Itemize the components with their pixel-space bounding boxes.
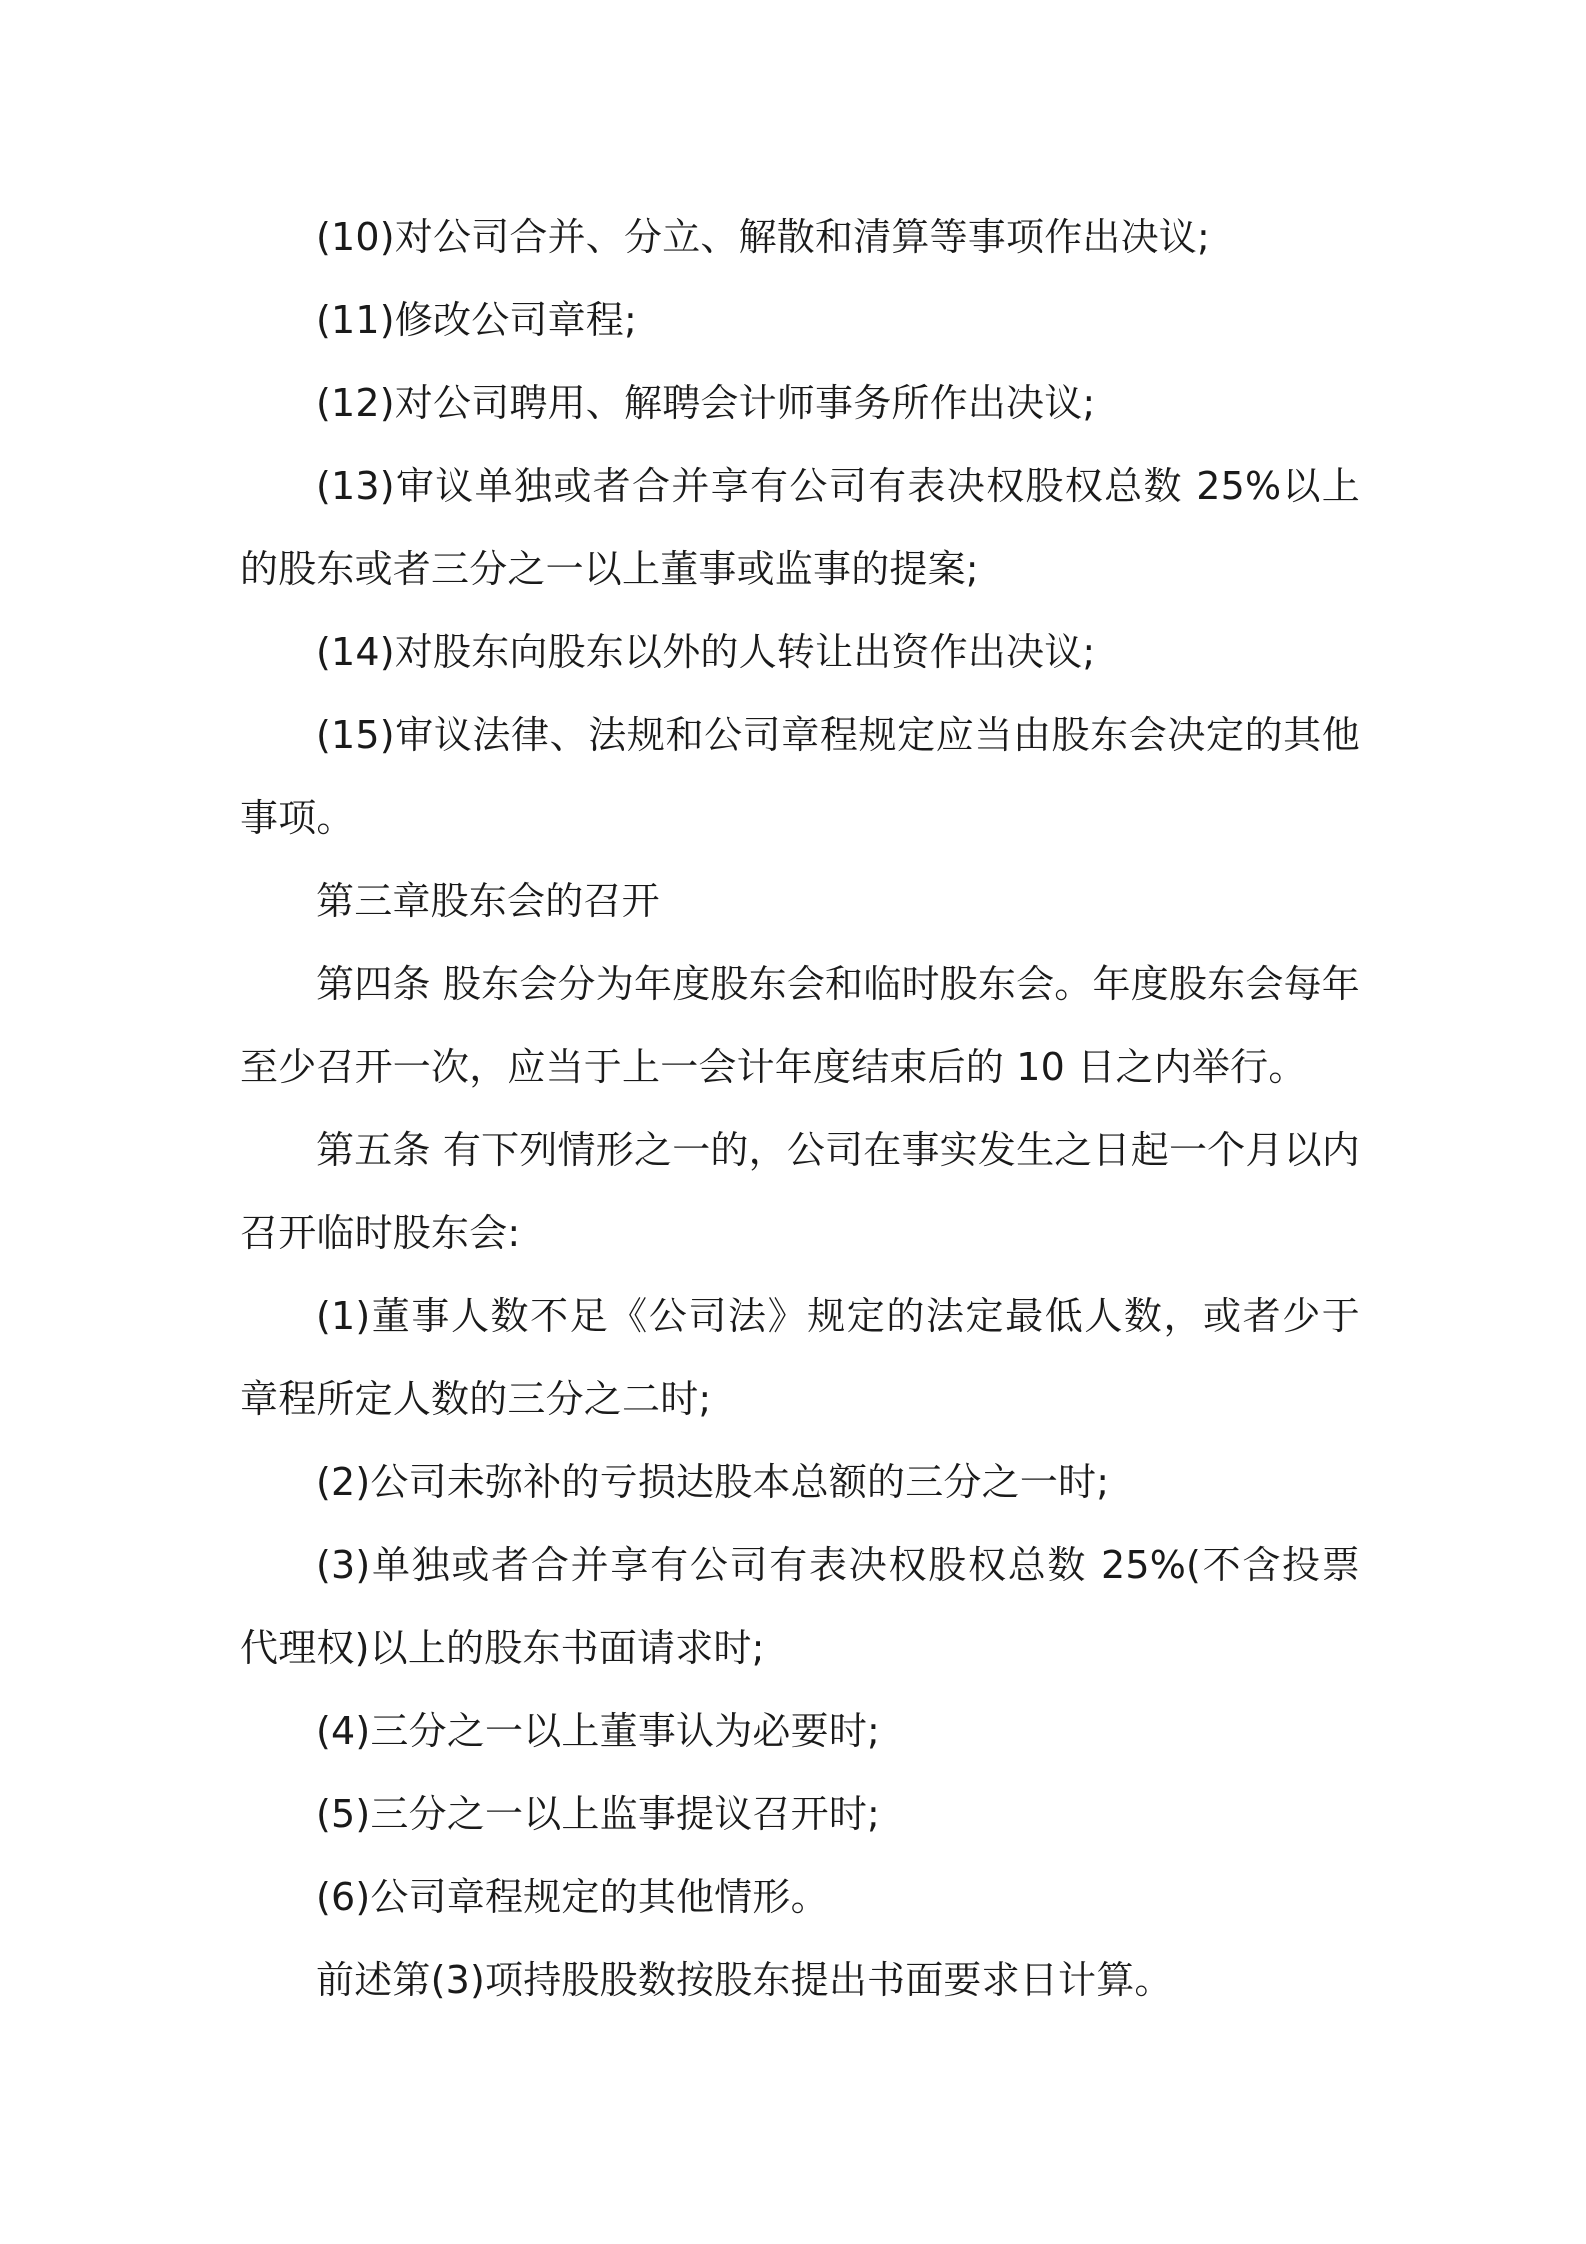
article-5-item-3: (3)单独或者合并享有公司有表决权股权总数 25%(不含投票代理权)以上的股东书面请求时; bbox=[240, 1543, 1360, 1670]
clause-15: (15)审议法律、法规和公司章程规定应当由股东会决定的其他事项。 bbox=[240, 713, 1360, 840]
article-5-item-4: (4)三分之一以上董事认为必要时; bbox=[316, 1709, 881, 1753]
article-4: 第四条 股东会分为年度股东会和临时股东会。年度股东会每年至少召开一次，应当于上一会计年度结束后的 10 日之内举行。 bbox=[240, 962, 1360, 1089]
article-5-item-2: (2)公司未弥补的亏损达股本总额的三分之一时; bbox=[316, 1460, 1110, 1504]
clause-10: (10)对公司合并、分立、解散和清算等事项作出决议; bbox=[316, 215, 1211, 259]
article-5-item-1: (1)董事人数不足《公司法》规定的法定最低人数，或者少于章程所定人数的三分之二时; bbox=[240, 1294, 1360, 1421]
article-5-item-5: (5)三分之一以上监事提议召开时; bbox=[316, 1792, 881, 1836]
clause-14: (14)对股东向股东以外的人转让出资作出决议; bbox=[316, 630, 1096, 674]
clause-12: (12)对公司聘用、解聘会计师事务所作出决议; bbox=[316, 381, 1096, 425]
article-5-item-6: (6)公司章程规定的其他情形。 bbox=[316, 1875, 829, 1919]
chapter-heading: 第三章股东会的召开 bbox=[316, 879, 660, 923]
document-body bbox=[240, 196, 1360, 2022]
clause-13: (13)审议单独或者合并享有公司有表决权股权总数 25%以上的股东或者三分之一以上董事或监事的提案; bbox=[240, 464, 1360, 591]
clause-11: (11)修改公司章程; bbox=[316, 298, 638, 342]
calculation-note: 前述第(3)项持股股数按股东提出书面要求日计算。 bbox=[316, 1958, 1173, 2002]
article-5: 第五条 有下列情形之一的，公司在事实发生之日起一个月以内召开临时股东会: bbox=[240, 1128, 1360, 1255]
